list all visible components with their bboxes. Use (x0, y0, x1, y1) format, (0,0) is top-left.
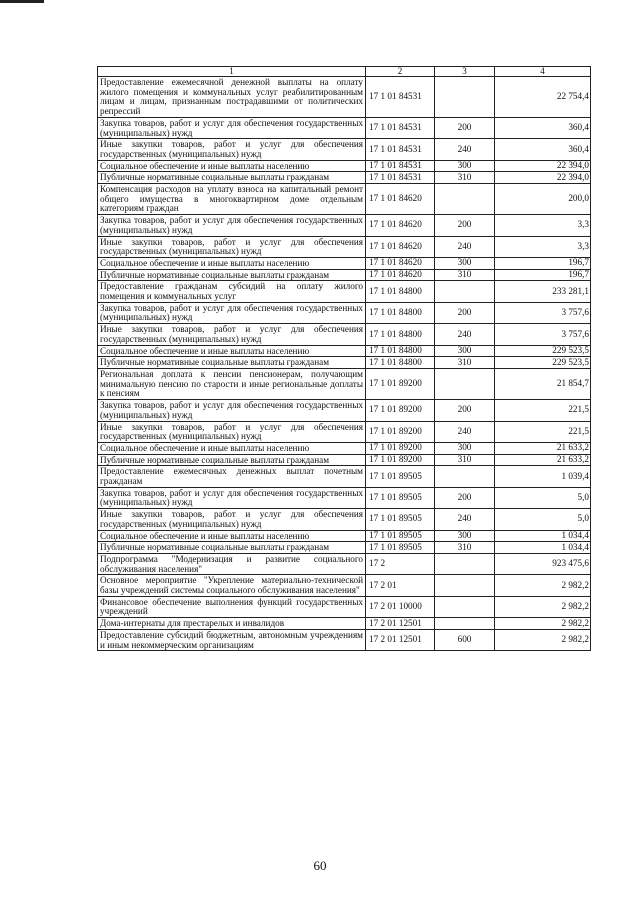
row-description: Основное мероприятие "Укрепление материально-технической базы учреждений системы социального обслуживания населения" (98, 575, 366, 596)
header-col-1: 1 (98, 67, 366, 77)
row-description: Предоставление гражданам субсидий на оплату жилого помещения и коммунальных услуг (98, 281, 366, 302)
row-expense-type: 310 (435, 172, 495, 184)
row-target-code: 17 2 01 12501 (366, 629, 435, 650)
row-amount: 200,0 (495, 184, 591, 215)
table-row (98, 530, 591, 542)
table-row (98, 400, 591, 421)
row-amount: 1 039,4 (495, 466, 591, 487)
row-description: Публичные нормативные социальные выплаты гражданам (98, 542, 366, 554)
row-description: Закупка товаров, работ и услуг для обеспечения государственных (муниципальных) нужд (98, 215, 366, 236)
row-amount: 2 982,2 (495, 629, 591, 650)
row-target-code: 17 1 01 84620 (366, 184, 435, 215)
table-row (98, 160, 591, 172)
table-row (98, 542, 591, 554)
row-target-code: 17 1 01 84800 (366, 357, 435, 369)
table-row (98, 345, 591, 357)
table-row (98, 629, 591, 650)
row-expense-type: 200 (435, 302, 495, 323)
row-description: Закупка товаров, работ и услуг для обеспечения государственных (муниципальных) нужд (98, 487, 366, 508)
row-amount: 2 982,2 (495, 575, 591, 596)
row-expense-type (435, 281, 495, 302)
row-target-code: 17 2 01 (366, 575, 435, 596)
row-expense-type (435, 553, 495, 574)
row-description: Предоставление ежемесячных денежных выплат почетным гражданам (98, 466, 366, 487)
row-description: Публичные нормативные социальные выплаты гражданам (98, 454, 366, 466)
table-row (98, 357, 591, 369)
row-target-code: 17 1 01 84800 (366, 281, 435, 302)
table-row (98, 368, 591, 399)
row-description: Закупка товаров, работ и услуг для обеспечения государственных (муниципальных) нужд (98, 302, 366, 323)
row-target-code: 17 1 01 89200 (366, 454, 435, 466)
row-amount: 21 633,2 (495, 442, 591, 454)
row-expense-type: 310 (435, 454, 495, 466)
row-expense-type: 300 (435, 257, 495, 269)
row-target-code: 17 1 01 89200 (366, 368, 435, 399)
row-expense-type: 240 (435, 139, 495, 160)
row-description: Предоставление ежемесячной денежной выплаты на оплату жилого помещения и коммунальных услуг реабилитированным лицам и лицам, признанным пострадавшими от политических репрессий (98, 77, 366, 118)
row-amount: 3 757,6 (495, 324, 591, 345)
row-description: Иные закупки товаров, работ и услуг для обеспечения государственных (муниципальных) нужд (98, 236, 366, 257)
table-row (98, 117, 591, 138)
row-amount: 3,3 (495, 236, 591, 257)
table-row (98, 139, 591, 160)
row-expense-type: 240 (435, 421, 495, 442)
table-row (98, 487, 591, 508)
row-amount: 229 523,5 (495, 345, 591, 357)
header-col-3: 3 (435, 67, 495, 77)
row-expense-type (435, 596, 495, 617)
table-row (98, 215, 591, 236)
row-expense-type: 200 (435, 117, 495, 138)
row-amount: 233 281,1 (495, 281, 591, 302)
row-expense-type: 300 (435, 442, 495, 454)
budget-table-body (98, 67, 591, 651)
row-amount: 229 523,5 (495, 357, 591, 369)
row-description: Закупка товаров, работ и услуг для обеспечения государственных (муниципальных) нужд (98, 400, 366, 421)
row-target-code: 17 2 (366, 553, 435, 574)
row-description: Публичные нормативные социальные выплаты гражданам (98, 357, 366, 369)
table-row (98, 442, 591, 454)
row-amount: 5,0 (495, 487, 591, 508)
row-amount: 1 034,4 (495, 530, 591, 542)
row-amount: 196,7 (495, 269, 591, 281)
table-row (98, 509, 591, 530)
table-row (98, 302, 591, 323)
table-row (98, 324, 591, 345)
row-expense-type (435, 466, 495, 487)
row-amount: 1 034,4 (495, 542, 591, 554)
row-target-code: 17 1 01 84620 (366, 215, 435, 236)
row-expense-type (435, 368, 495, 399)
row-amount: 196,7 (495, 257, 591, 269)
row-expense-type: 200 (435, 487, 495, 508)
row-expense-type: 240 (435, 509, 495, 530)
row-description: Социальное обеспечение и иные выплаты населению (98, 345, 366, 357)
row-target-code: 17 1 01 89200 (366, 421, 435, 442)
row-description: Компенсация расходов на уплату взноса на капитальный ремонт общего имущества в многоквартирном доме отдельным категориям граждан (98, 184, 366, 215)
row-target-code: 17 1 01 84800 (366, 324, 435, 345)
table-row (98, 618, 591, 630)
table-row (98, 257, 591, 269)
row-amount: 923 475,6 (495, 553, 591, 574)
row-description: Закупка товаров, работ и услуг для обеспечения государственных (муниципальных) нужд (98, 117, 366, 138)
table-row (98, 575, 591, 596)
table-row (98, 269, 591, 281)
scan-corner-mark (0, 0, 44, 3)
row-target-code: 17 1 01 84800 (366, 302, 435, 323)
row-target-code: 17 1 01 89505 (366, 466, 435, 487)
row-target-code: 17 1 01 89505 (366, 542, 435, 554)
page-number: 60 (313, 858, 327, 873)
header-col-2: 2 (366, 67, 435, 77)
row-expense-type (435, 77, 495, 118)
row-expense-type (435, 184, 495, 215)
row-description: Иные закупки товаров, работ и услуг для обеспечения государственных (муниципальных) нужд (98, 139, 366, 160)
row-target-code: 17 1 01 89505 (366, 509, 435, 530)
row-amount: 5,0 (495, 509, 591, 530)
row-amount: 221,5 (495, 400, 591, 421)
row-expense-type: 200 (435, 215, 495, 236)
row-target-code: 17 1 01 89505 (366, 487, 435, 508)
row-target-code: 17 2 01 10000 (366, 596, 435, 617)
row-amount: 22 394,0 (495, 172, 591, 184)
row-amount: 360,4 (495, 117, 591, 138)
row-amount: 21 633,2 (495, 454, 591, 466)
row-expense-type: 600 (435, 629, 495, 650)
row-amount: 21 854,7 (495, 368, 591, 399)
row-description: Социальное обеспечение и иные выплаты населению (98, 257, 366, 269)
row-description: Финансовое обеспечение выполнения функций государственных учреждений (98, 596, 366, 617)
row-expense-type: 310 (435, 269, 495, 281)
table-row (98, 553, 591, 574)
row-description: Предоставление субсидий бюджетным, автономным учреждениям и иным некоммерческим организациям (98, 629, 366, 650)
row-expense-type: 240 (435, 324, 495, 345)
row-amount: 221,5 (495, 421, 591, 442)
table-row (98, 466, 591, 487)
row-amount: 22 394,0 (495, 160, 591, 172)
row-expense-type: 240 (435, 236, 495, 257)
row-target-code: 17 1 01 89200 (366, 442, 435, 454)
row-target-code: 17 1 01 84531 (366, 160, 435, 172)
row-amount: 3,3 (495, 215, 591, 236)
row-target-code: 17 1 01 84800 (366, 345, 435, 357)
row-description: Дома-интернаты для престарелых и инвалидов (98, 618, 366, 630)
header-col-4: 4 (495, 67, 591, 77)
row-amount: 2 982,2 (495, 618, 591, 630)
row-expense-type (435, 618, 495, 630)
table-row (98, 172, 591, 184)
row-expense-type (435, 575, 495, 596)
row-target-code: 17 1 01 84531 (366, 117, 435, 138)
table-row (98, 596, 591, 617)
row-target-code: 17 1 01 84531 (366, 172, 435, 184)
row-description: Иные закупки товаров, работ и услуг для обеспечения государственных (муниципальных) нужд (98, 509, 366, 530)
row-target-code: 17 1 01 84531 (366, 77, 435, 118)
row-target-code: 17 1 01 89505 (366, 530, 435, 542)
row-target-code: 17 1 01 84620 (366, 269, 435, 281)
table-row (98, 281, 591, 302)
row-target-code: 17 2 01 12501 (366, 618, 435, 630)
table-row (98, 421, 591, 442)
row-amount: 3 757,6 (495, 302, 591, 323)
row-amount: 360,4 (495, 139, 591, 160)
row-amount: 2 982,2 (495, 596, 591, 617)
row-description: Публичные нормативные социальные выплаты гражданам (98, 172, 366, 184)
row-expense-type: 310 (435, 542, 495, 554)
row-expense-type: 300 (435, 530, 495, 542)
table-header-row (98, 67, 591, 77)
row-target-code: 17 1 01 84531 (366, 139, 435, 160)
row-description: Социальное обеспечение и иные выплаты населению (98, 530, 366, 542)
row-description: Социальное обеспечение и иные выплаты населению (98, 442, 366, 454)
budget-table (97, 66, 591, 651)
table-row (98, 184, 591, 215)
row-description: Региональная доплата к пенсии пенсионерам, получающим минимальную пенсию по старости и иные региональные доплаты к пенсиям (98, 368, 366, 399)
row-description: Социальное обеспечение и иные выплаты населению (98, 160, 366, 172)
row-target-code: 17 1 01 84620 (366, 257, 435, 269)
row-expense-type: 300 (435, 160, 495, 172)
table-row (98, 454, 591, 466)
row-description: Публичные нормативные социальные выплаты гражданам (98, 269, 366, 281)
table-row (98, 236, 591, 257)
row-target-code: 17 1 01 84620 (366, 236, 435, 257)
row-expense-type: 310 (435, 357, 495, 369)
row-expense-type: 300 (435, 345, 495, 357)
table-row (98, 77, 591, 118)
row-amount: 22 754,4 (495, 77, 591, 118)
row-expense-type: 200 (435, 400, 495, 421)
row-target-code: 17 1 01 89200 (366, 400, 435, 421)
row-description: Иные закупки товаров, работ и услуг для обеспечения государственных (муниципальных) нужд (98, 421, 366, 442)
row-description: Иные закупки товаров, работ и услуг для обеспечения государственных (муниципальных) нужд (98, 324, 366, 345)
row-description: Подпрограмма "Модернизация и развитие социального обслуживания населения" (98, 553, 366, 574)
